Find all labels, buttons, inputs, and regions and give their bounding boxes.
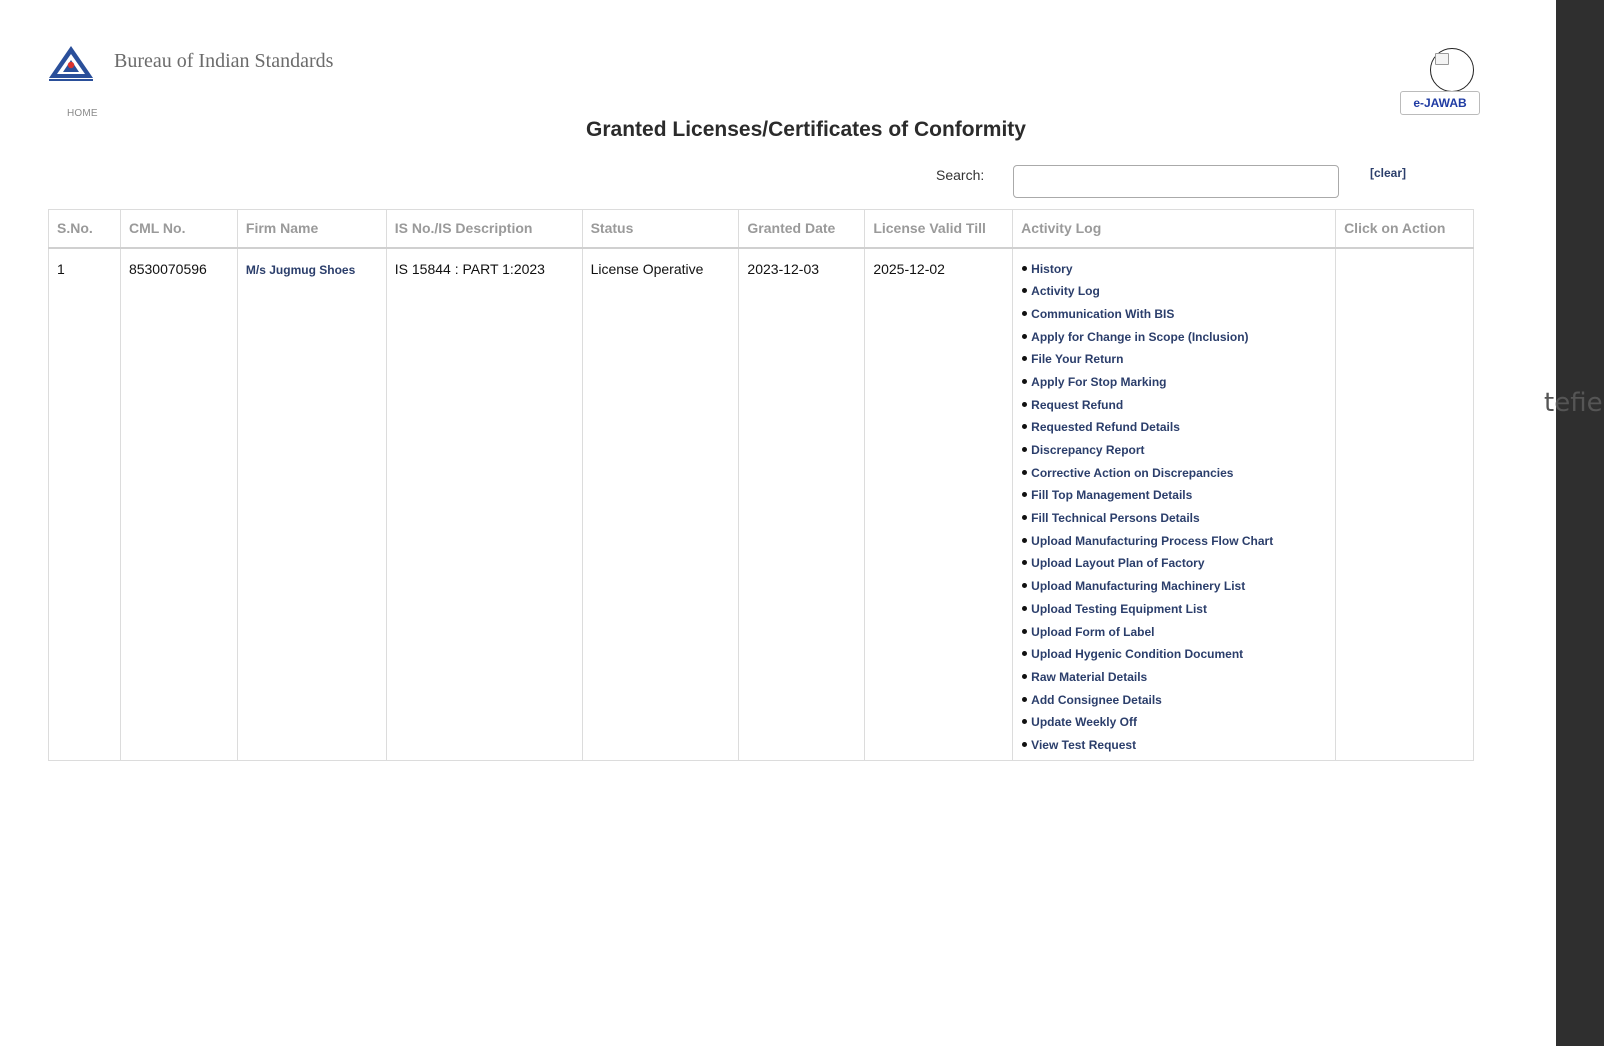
- cell-valid-till: 2025-12-02: [865, 248, 1013, 761]
- activity-link-machinery-list[interactable]: Upload Manufacturing Machinery List: [1031, 578, 1327, 601]
- column-header-granted-date[interactable]: Granted Date: [739, 210, 865, 248]
- table-row: [49, 248, 1474, 761]
- column-header-valid-till[interactable]: License Valid Till: [865, 210, 1013, 248]
- cell-status: License Operative: [582, 248, 739, 761]
- clear-search-link[interactable]: [clear]: [1370, 166, 1407, 180]
- activity-link-process-flow[interactable]: Upload Manufacturing Process Flow Chart: [1031, 533, 1327, 556]
- column-header-status[interactable]: Status: [582, 210, 739, 248]
- cell-click-on-action[interactable]: [1336, 248, 1474, 761]
- ejawab-image-icon[interactable]: [1430, 48, 1474, 92]
- activity-link-communication[interactable]: Communication With BIS: [1031, 306, 1327, 329]
- activity-link-technical-persons[interactable]: Fill Technical Persons Details: [1031, 510, 1327, 533]
- firm-name-link[interactable]: M/s Jugmug Shoes: [245, 262, 356, 277]
- activity-link-test-request[interactable]: View Test Request: [1031, 737, 1327, 760]
- activity-link-file-return[interactable]: File Your Return: [1031, 351, 1327, 374]
- cell-cml-no: 8530070596: [120, 248, 237, 761]
- activity-link-top-management[interactable]: Fill Top Management Details: [1031, 487, 1327, 510]
- ejawab-button[interactable]: e-JAWAB: [1400, 91, 1480, 115]
- column-header-is-description[interactable]: IS No./IS Description: [386, 210, 582, 248]
- column-header-activity-log[interactable]: Activity Log: [1013, 210, 1336, 248]
- licenses-table: [48, 209, 1474, 761]
- table-header-row: [49, 210, 1474, 248]
- activity-link-activity-log[interactable]: Activity Log: [1031, 283, 1327, 306]
- activity-link-corrective-action[interactable]: Corrective Action on Discrepancies: [1031, 465, 1327, 488]
- activity-link-request-refund[interactable]: Request Refund: [1031, 397, 1327, 420]
- activity-link-weekly-off[interactable]: Update Weekly Off: [1031, 714, 1327, 737]
- activity-link-raw-material[interactable]: Raw Material Details: [1031, 669, 1327, 692]
- activity-link-discrepancy-report[interactable]: Discrepancy Report: [1031, 442, 1327, 465]
- activity-link-history[interactable]: History: [1031, 261, 1327, 284]
- activity-link-form-of-label[interactable]: Upload Form of Label: [1031, 624, 1327, 647]
- cell-is-description: IS 15844 : PART 1:2023: [386, 248, 582, 761]
- activity-log-list: [1021, 261, 1327, 760]
- cell-granted-date: 2023-12-03: [739, 248, 865, 761]
- activity-link-layout-plan[interactable]: Upload Layout Plan of Factory: [1031, 555, 1327, 578]
- brand-name: Bureau of Indian Standards: [114, 50, 334, 72]
- activity-link-stop-marking[interactable]: Apply For Stop Marking: [1031, 374, 1327, 397]
- side-panel-partial-text: tefie: [1544, 388, 1603, 418]
- activity-link-change-scope[interactable]: Apply for Change in Scope (Inclusion): [1031, 329, 1327, 352]
- cell-sno: 1: [49, 248, 121, 761]
- broken-image-icon: [1435, 53, 1449, 65]
- home-link[interactable]: HOME: [67, 108, 98, 119]
- cell-activity-log: [1013, 248, 1336, 761]
- side-panel: [1556, 0, 1604, 1046]
- bis-logo-icon: [47, 44, 95, 84]
- column-header-firm-name[interactable]: Firm Name: [237, 210, 386, 248]
- column-header-click-on-action[interactable]: Click on Action: [1336, 210, 1474, 248]
- search-input[interactable]: [1013, 165, 1339, 198]
- column-header-sno[interactable]: S.No.: [49, 210, 121, 248]
- search-label: Search:: [936, 167, 985, 183]
- page-title: Granted Licenses/Certificates of Conformity: [586, 118, 1026, 141]
- activity-link-testing-equipment[interactable]: Upload Testing Equipment List: [1031, 601, 1327, 624]
- activity-link-consignee-details[interactable]: Add Consignee Details: [1031, 692, 1327, 715]
- activity-link-hygenic-condition[interactable]: Upload Hygenic Condition Document: [1031, 646, 1327, 669]
- column-header-cml-no[interactable]: CML No.: [120, 210, 237, 248]
- cell-firm-name: [237, 248, 386, 761]
- activity-link-refund-details[interactable]: Requested Refund Details: [1031, 419, 1327, 442]
